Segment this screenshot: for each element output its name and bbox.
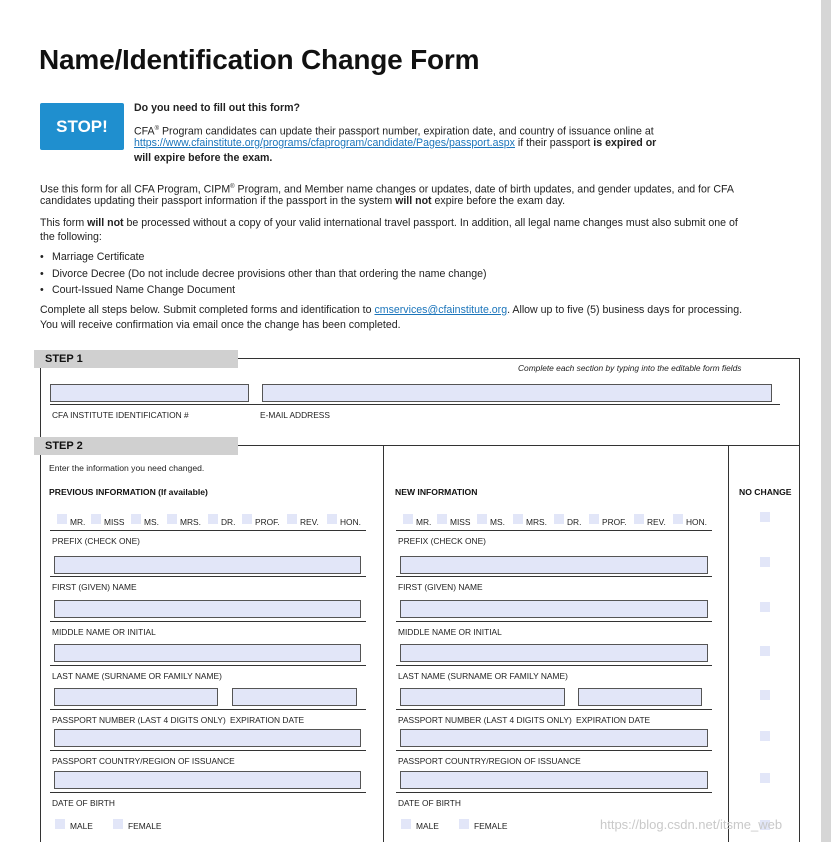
prefix-label: REV. <box>647 517 666 527</box>
para1-line1: Use this form for all CFA Program, CIPM® Program, and Member name changes or updates, date of birth updates, and gender updates, and for CFA <box>40 183 734 196</box>
prev-passport-country-label: PASSPORT COUNTRY/REGION OF ISSUANCE <box>52 756 235 766</box>
list-item: • Divorce Decree (Do not include decree provisions other than that ordering the name change) <box>40 266 487 283</box>
para3-line1: Complete all steps below. Submit completed forms and identification to cmservices@cfainstitute.org. Allow up to five (5) business days for processing. <box>40 304 743 316</box>
new-prefix-label: PREFIX (CHECK ONE) <box>398 536 486 546</box>
prev-expiration-date-label: EXPIRATION DATE <box>230 715 305 725</box>
prev-passport-number-label: PASSPORT NUMBER (LAST 4 DIGITS ONLY) <box>52 715 226 725</box>
field-rule <box>396 709 712 710</box>
prefix-label: MRS. <box>526 517 547 527</box>
field-rule <box>396 792 712 793</box>
no-change-dob-checkbox[interactable] <box>760 773 770 783</box>
new-expiration-date-label: EXPIRATION DATE <box>576 715 651 725</box>
page-title: Name/Identification Change Form <box>39 44 480 75</box>
prefix-label: PROF. <box>602 517 627 527</box>
new-gender-male-checkbox[interactable] <box>401 819 411 829</box>
no-change-first-checkbox[interactable] <box>760 557 770 567</box>
new-expiration-date-input[interactable] <box>578 688 702 706</box>
previous-info-header: PREVIOUS INFORMATION (If available) <box>49 487 208 497</box>
para2-line1: This form will not be processed without a copy of your valid international travel passport. In addition, all legal name changes must also submit one of <box>40 217 738 229</box>
prefix-label: HON. <box>686 517 707 527</box>
prev-prefix-miss-checkbox[interactable] <box>91 514 101 524</box>
new-last-name-input[interactable] <box>400 644 708 662</box>
no-change-last-checkbox[interactable] <box>760 646 770 656</box>
new-prefix-ms-checkbox[interactable] <box>477 514 487 524</box>
step2-instruction: Enter the information you need changed. <box>49 463 205 473</box>
watermark: https://blog.csdn.net/itsme_web <box>600 817 783 832</box>
gender-label: MALE <box>70 821 93 831</box>
new-prefix-prof-checkbox[interactable] <box>589 514 599 524</box>
step1-top-border <box>238 358 800 359</box>
new-last-name-label: LAST NAME (SURNAME OR FAMILY NAME) <box>398 671 568 681</box>
new-date-of-birth-input[interactable] <box>400 771 708 789</box>
email-link[interactable]: cmservices@cfainstitute.org <box>374 304 508 316</box>
prev-prefix-label: PREFIX (CHECK ONE) <box>52 536 140 546</box>
no-change-country-checkbox[interactable] <box>760 731 770 741</box>
new-first-name-input[interactable] <box>400 556 708 574</box>
prev-expiration-date-input[interactable] <box>232 688 357 706</box>
prefix-label: REV. <box>300 517 319 527</box>
new-info-header: NEW INFORMATION <box>395 487 478 497</box>
new-prefix-dr-checkbox[interactable] <box>554 514 564 524</box>
para2-line2: the following: <box>40 231 102 243</box>
new-date-of-birth-label: DATE OF BIRTH <box>398 798 461 808</box>
field-rule <box>50 792 366 793</box>
prefix-label: MS. <box>144 517 159 527</box>
gender-label: MALE <box>416 821 439 831</box>
prev-gender-female-checkbox[interactable] <box>113 819 123 829</box>
prefix-label: MR. <box>416 517 432 527</box>
prev-passport-number-input[interactable] <box>54 688 218 706</box>
stop-badge: STOP! <box>40 103 124 150</box>
new-prefix-rev-checkbox[interactable] <box>634 514 644 524</box>
list-item: • Court-Issued Name Change Document <box>40 282 487 299</box>
prev-last-name-label: LAST NAME (SURNAME OR FAMILY NAME) <box>52 671 222 681</box>
prev-prefix-rule <box>50 530 366 531</box>
column-divider-1 <box>383 446 384 842</box>
no-change-middle-checkbox[interactable] <box>760 602 770 612</box>
field-rule <box>50 750 366 751</box>
cfa-id-input[interactable] <box>50 384 249 402</box>
new-prefix-rule <box>396 530 712 531</box>
field-rule <box>50 576 366 577</box>
prev-prefix-mrs-checkbox[interactable] <box>167 514 177 524</box>
prev-passport-country-input[interactable] <box>54 729 361 747</box>
prev-date-of-birth-label: DATE OF BIRTH <box>52 798 115 808</box>
prev-gender-male-checkbox[interactable] <box>55 819 65 829</box>
new-passport-number-label: PASSPORT NUMBER (LAST 4 DIGITS ONLY) <box>398 715 572 725</box>
prev-middle-name-input[interactable] <box>54 600 361 618</box>
new-passport-number-input[interactable] <box>400 688 565 706</box>
para3-line2: You will receive confirmation via email once the change has been completed. <box>40 319 401 331</box>
new-prefix-mrs-checkbox[interactable] <box>513 514 523 524</box>
list-item: • Marriage Certificate <box>40 249 487 266</box>
viewer-scroll-edge <box>821 0 831 842</box>
step1-instruction: Complete each section by typing into the editable form fields <box>518 363 742 373</box>
no-change-passport-checkbox[interactable] <box>760 690 770 700</box>
new-first-name-label: FIRST (GIVEN) NAME <box>398 582 483 592</box>
new-gender-female-checkbox[interactable] <box>459 819 469 829</box>
field-rule <box>396 750 712 751</box>
field-rule <box>50 709 366 710</box>
new-middle-name-input[interactable] <box>400 600 708 618</box>
passport-link[interactable]: https://www.cfainstitute.org/programs/cfaprogram/candidate/Pages/passport.aspx <box>134 137 515 149</box>
prefix-label: DR. <box>567 517 582 527</box>
prev-prefix-hon-checkbox[interactable] <box>327 514 337 524</box>
intro-line3: will expire before the exam. <box>134 152 273 164</box>
field-rule <box>396 621 712 622</box>
new-prefix-mr-checkbox[interactable] <box>403 514 413 524</box>
gender-label: FEMALE <box>128 821 162 831</box>
field-rule <box>396 665 712 666</box>
document-list <box>40 249 487 299</box>
prefix-label: MISS <box>104 517 125 527</box>
step1-rule <box>50 404 780 405</box>
prev-first-name-input[interactable] <box>54 556 361 574</box>
prev-prefix-dr-checkbox[interactable] <box>208 514 218 524</box>
form-right-border <box>799 358 800 842</box>
prefix-label: MRS. <box>180 517 201 527</box>
para1-line2: candidates updating their passport information if the passport in the system will not expire before the exam day. <box>40 195 566 207</box>
new-middle-name-label: MIDDLE NAME OR INITIAL <box>398 627 502 637</box>
field-rule <box>50 665 366 666</box>
prev-prefix-ms-checkbox[interactable] <box>131 514 141 524</box>
new-prefix-miss-checkbox[interactable] <box>437 514 447 524</box>
prefix-label: MISS <box>450 517 471 527</box>
field-rule <box>50 621 366 622</box>
new-passport-country-label: PASSPORT COUNTRY/REGION OF ISSUANCE <box>398 756 581 766</box>
prefix-label: MR. <box>70 517 86 527</box>
field-rule <box>396 576 712 577</box>
gender-label: FEMALE <box>474 821 508 831</box>
prev-prefix-mr-checkbox[interactable] <box>57 514 67 524</box>
prev-date-of-birth-input[interactable] <box>54 771 361 789</box>
prev-last-name-input[interactable] <box>54 644 361 662</box>
new-prefix-hon-checkbox[interactable] <box>673 514 683 524</box>
intro-line1: CFA® Program candidates can update their passport number, expiration date, and country of issuance online at <box>134 125 654 138</box>
email-label: E-MAIL ADDRESS <box>260 410 330 420</box>
prefix-label: MS. <box>490 517 505 527</box>
prev-first-name-label: FIRST (GIVEN) NAME <box>52 582 137 592</box>
prev-middle-name-label: MIDDLE NAME OR INITIAL <box>52 627 156 637</box>
prev-prefix-rev-checkbox[interactable] <box>287 514 297 524</box>
column-divider-2 <box>728 446 729 842</box>
intro-question: Do you need to fill out this form? <box>134 102 300 114</box>
prefix-label: PROF. <box>255 517 280 527</box>
prev-prefix-prof-checkbox[interactable] <box>242 514 252 524</box>
prefix-label: HON. <box>340 517 361 527</box>
cfa-id-label: CFA INSTITUTE IDENTIFICATION # <box>52 410 189 420</box>
new-passport-country-input[interactable] <box>400 729 708 747</box>
step1-tab: STEP 1 <box>34 350 238 368</box>
step2-tab: STEP 2 <box>34 437 238 455</box>
intro-line2: https://www.cfainstitute.org/programs/cfaprogram/candidate/Pages/passport.aspx if their passport is expired or <box>134 137 657 149</box>
no-change-prefix-checkbox[interactable] <box>760 512 770 522</box>
no-change-header: NO CHANGE <box>739 487 792 497</box>
prefix-label: DR. <box>221 517 236 527</box>
step2-top-border <box>238 445 800 446</box>
email-input[interactable] <box>262 384 772 402</box>
